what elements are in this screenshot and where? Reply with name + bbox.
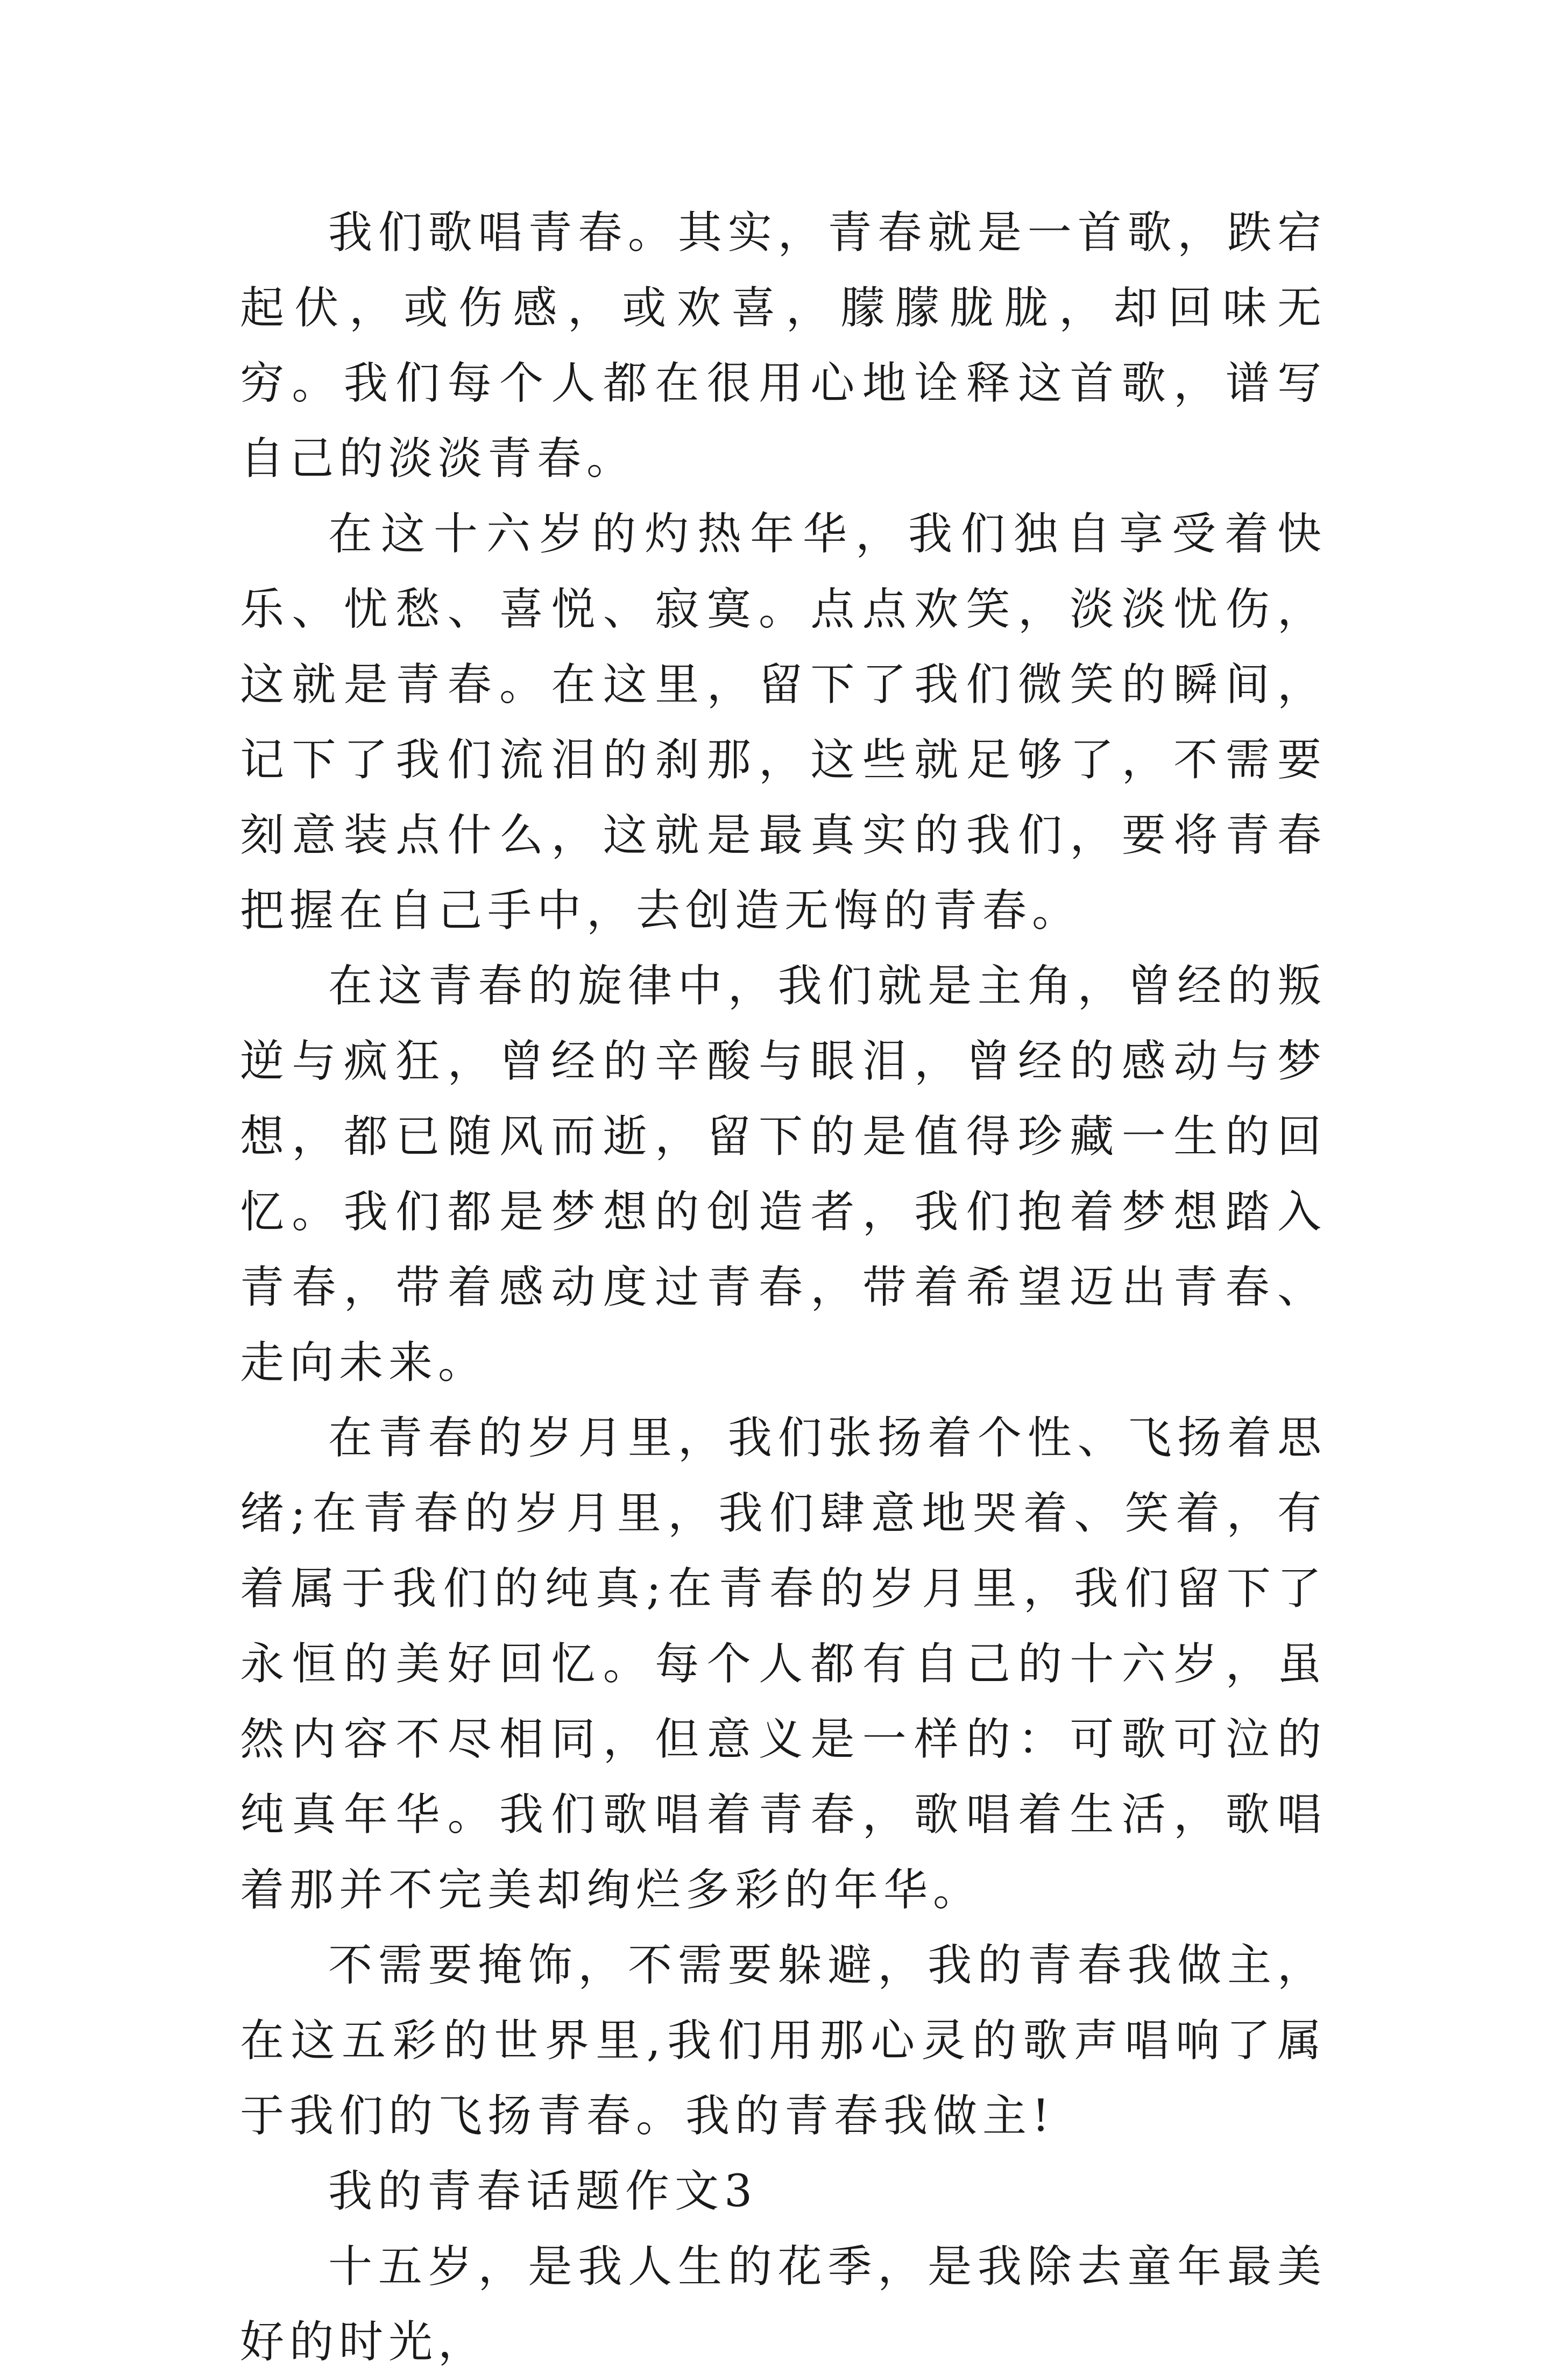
paragraph-4: 在青春的岁月里，我们张扬着个性、飞扬着思绪;在青春的岁月里，我们肆意地哭着、笑着，有着属于我们的纯真;在青春的岁月里，我们留下了永恒的美好回忆。每个人都有自己的十六岁，虽然内容不尽相同，但意义是一样的：可歌可泣的纯真年华。我们歌唱着青春，歌唱着生活，歌唱着那并不完美却绚烂多彩的年华。 — [240, 1413, 1327, 1916]
document-body — [240, 195, 1327, 2380]
paragraph-final: 十五岁，是我人生的花季，是我除去童年最美好的时光， — [240, 2241, 1327, 2368]
section-heading: 我的青春话题作文3 — [328, 2166, 758, 2217]
paragraph-2: 在这十六岁的灼热年华，我们独自享受着快乐、忧愁、喜悦、寂寞。点点欢笑，淡淡忧伤，这就是青春。在这里，留下了我们微笑的瞬间，记下了我们流泪的刹那，这些就足够了，不需要刻意装点什么，这就是最真实的我们，要将青春把握在自己手中，去创造无悔的青春。 — [240, 509, 1327, 936]
paragraph-1: 我们歌唱青春。其实，青春就是一首歌，跌宕起伏，或伤感，或欢喜，朦朦胧胧，却回味无穷。我们每个人都在很用心地诠释这首歌，谱写自己的淡淡青春。 — [240, 207, 1327, 484]
paragraph-5: 不需要掩饰，不需要躲避，我的青春我做主，在这五彩的世界里,我们用那心灵的歌声唱响了属于我们的飞扬青春。我的青春我做主! — [240, 1940, 1327, 2142]
paragraph-3: 在这青春的旋律中，我们就是主角，曾经的叛逆与疯狂，曾经的辛酸与眼泪，曾经的感动与梦想，都已随风而逝，留下的是值得珍藏一生的回忆。我们都是梦想的创造者，我们抱着梦想踏入青春，带着感动度过青春，带着希望迈出青春、走向未来。 — [240, 961, 1327, 1388]
